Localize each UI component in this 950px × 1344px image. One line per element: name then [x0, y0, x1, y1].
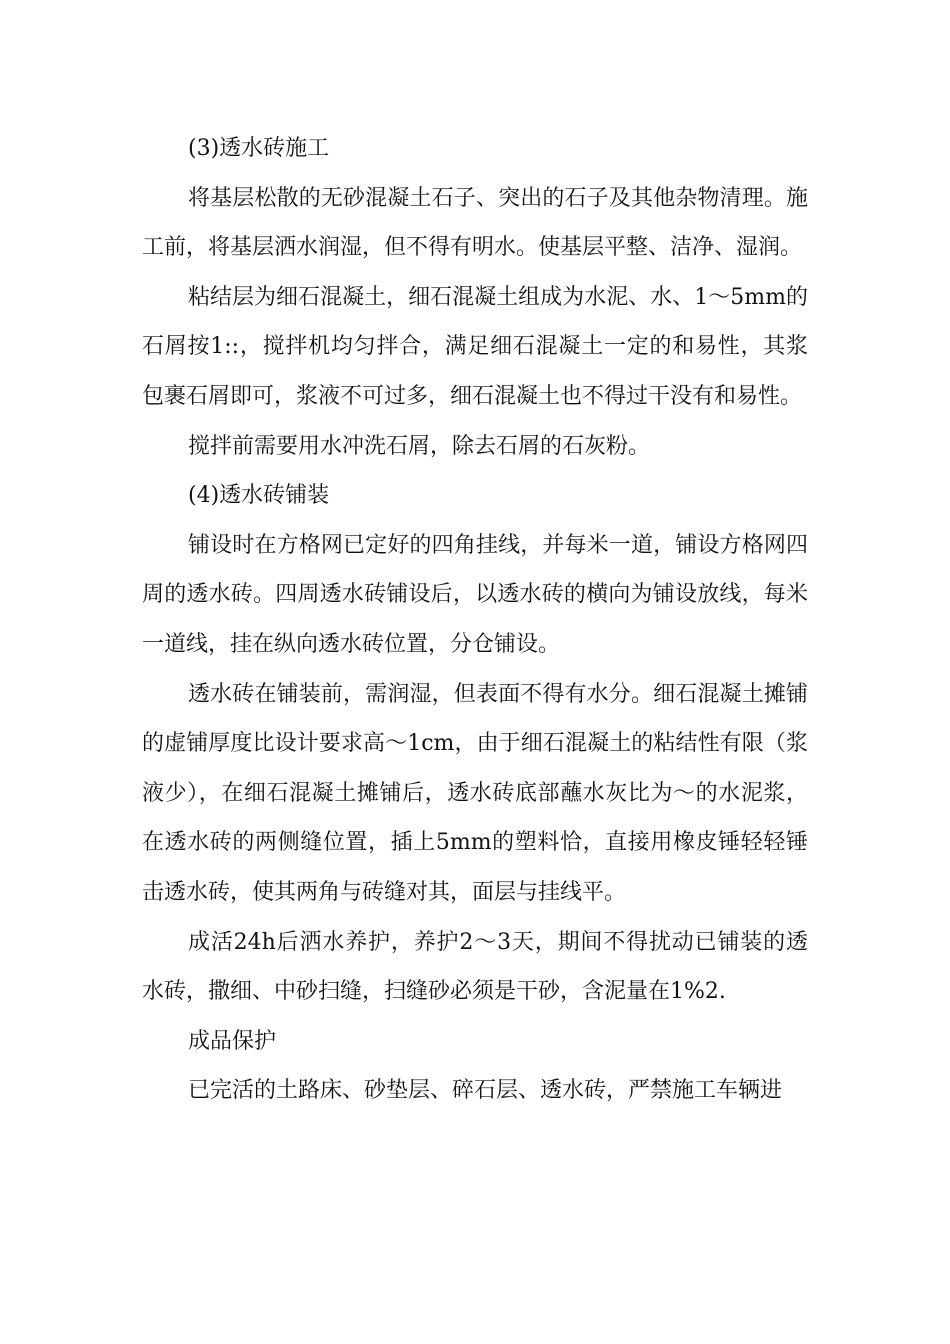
paragraph-bonding-layer: 粘结层为细石混凝土，细石混凝土组成为水泥、水、1～5mm的石屑按1::，搅拌机均匀拌合，满足细石混凝土一定的和易性，其浆包裹石屑即可，浆液不可过多，细石混凝土也不得过干没有和易性。: [142, 284, 808, 409]
paragraph-washing-chips: 搅拌前需要用水冲洗石屑，除去石屑的石灰粉。: [188, 433, 651, 459]
paragraph-base-cleaning: 将基层松散的无砂混凝土石子、突出的石子及其他杂物清理。施工前，将基层洒水润湿，但不得有明水。使基层平整、洁净、湿润。: [142, 185, 808, 261]
section-heading-permeable-brick-construction: (3)透水砖施工: [188, 136, 330, 161]
paragraph-paving-procedure: 透水砖在铺装前，需润湿，但表面不得有水分。细石混凝土摊铺的虚铺厚度比设计要求高～1cm，由于细石混凝土的粘结性有限（浆液少），在细石混凝土摊铺后，透水砖底部蘸水灰比为～的水泥浆，在透水砖的两侧缝位置，插上5mm的塑料恰，直接用橡皮锤轻轻锤击透水砖，使其两角与砖缝对其，面层与挂线平。: [142, 681, 808, 905]
paragraph-protection-text: 已完活的土路床、砂垫层、碎石层、透水砖，严禁施工车辆进: [188, 1078, 783, 1104]
section-heading-product-protection: 成品保护: [188, 1028, 277, 1054]
paragraph-curing: 成活24h后洒水养护，养护2～3天，期间不得扰动已铺装的透水砖，撒细、中砂扫缝，扫缝砂必须是干砂，含泥量在1%2.: [142, 929, 808, 1005]
document-body: [142, 124, 808, 1116]
paragraph-grid-lines: 铺设时在方格网已定好的四角挂线，并每米一道，铺设方格网四周的透水砖。四周透水砖铺设后，以透水砖的横向为铺设放线，每米一道线，挂在纵向透水砖位置，分仓铺设。: [142, 532, 808, 657]
section-heading-permeable-brick-paving: (4)透水砖铺装: [188, 483, 330, 509]
